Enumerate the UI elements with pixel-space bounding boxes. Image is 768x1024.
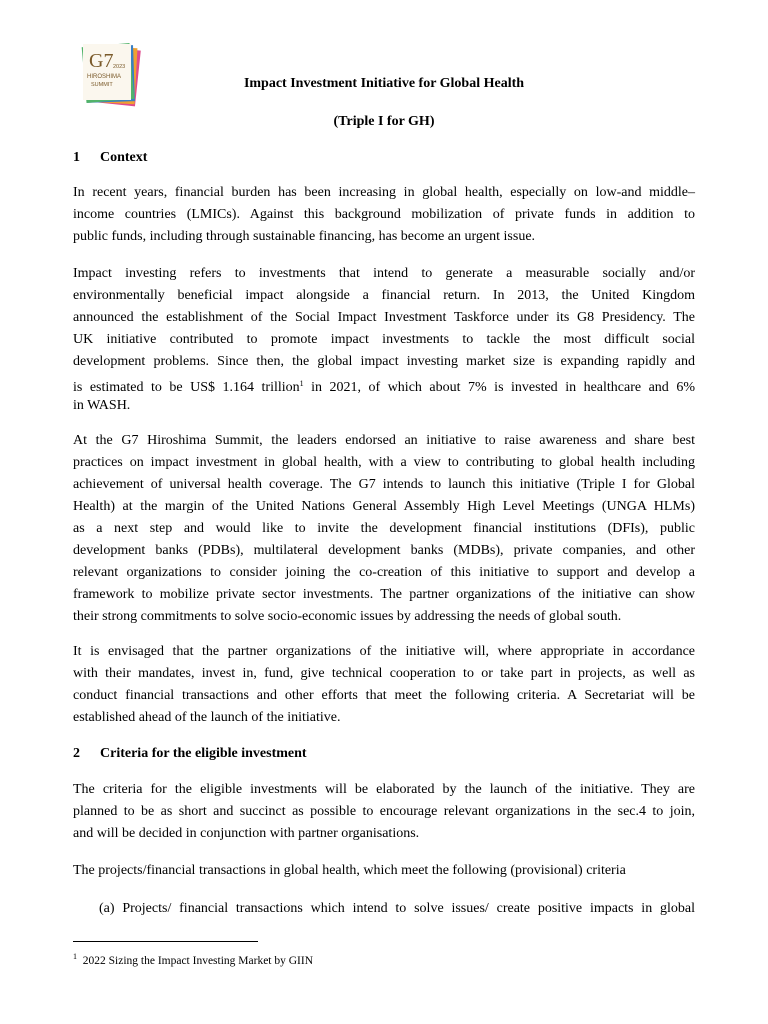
paragraph-2 <box>73 263 695 417</box>
paragraph-line: development problems. Since then, the global impact investing market size is expanding rapidly and <box>73 354 695 369</box>
paragraph-line: established ahead of the launch of the initiative. <box>73 710 341 725</box>
footnote <box>73 952 313 967</box>
paragraph-line: framework to mobilize private sector investments. The partner organizations of the initiative can show <box>73 587 695 602</box>
paragraph-3 <box>73 430 695 628</box>
logo-year-text: 2023 <box>113 64 126 70</box>
paragraph-line: The projects/financial transactions in global health, which meet the following (provisional) criteria <box>73 863 626 878</box>
paragraph-line: UK initiative contributed to promote impact investments to tackle the most difficult social <box>73 332 695 347</box>
paragraph-line: with their mandates, invest in, fund, give technical cooperation to or take part in projects, as well as <box>73 666 695 681</box>
paragraph-line: At the G7 Hiroshima Summit, the leaders endorsed an initiative to raise awareness and share best <box>73 433 695 448</box>
paragraph-line: In recent years, financial burden has been increasing in global health, especially on low-and middle– <box>73 185 695 200</box>
document-title: Impact Investment Initiative for Global Health <box>243 76 525 91</box>
paragraph-line: practices on impact investment in global health, with a view to contributing to global health including <box>73 455 695 470</box>
criteria-item-a <box>99 898 695 920</box>
section-number: 1 <box>73 150 80 165</box>
paragraph-5 <box>73 779 695 845</box>
paragraph-6 <box>73 860 695 882</box>
paragraph-line: and will be decided in conjunction with partner organisations. <box>73 826 420 841</box>
footnote-text: 2022 Sizing the Impact Investing Market by GIIN <box>82 955 314 967</box>
section-title: Context <box>100 150 148 165</box>
logo-event-text: SUMMIT <box>91 82 113 88</box>
paragraph-line: as a next step and would like to invite the development financial institutions (DFIs), public <box>73 521 695 536</box>
paragraph-4 <box>73 641 695 729</box>
paragraph-text: in 2021, of which about 7% is invested in healthcare and 6% <box>303 380 695 395</box>
paragraph-line: environmentally beneficial impact alongside a financial return. In 2013, the United Kingdom <box>73 288 695 303</box>
paragraph-line: development banks (PDBs), multilateral development banks (MDBs), private companies, and other <box>73 543 695 558</box>
footnote-divider <box>73 941 258 942</box>
section-1-heading <box>73 150 147 166</box>
g7-logo-icon <box>80 40 142 108</box>
logo-city-text: HIROSHIMA <box>87 74 122 80</box>
footnote-number: 1 <box>73 952 77 961</box>
paragraph-line: achievement of universal health coverage. The G7 intends to launch this initiative (Triple I for Global <box>73 477 695 492</box>
document-subtitle: (Triple I for GH) <box>333 114 435 129</box>
paragraph-line: Impact investing refers to investments that intend to generate a measurable socially and/or <box>73 266 695 281</box>
section-number: 2 <box>73 746 80 761</box>
paragraph-line: planned to be as short and succinct as possible to encourage relevant organizations in the sec.4 to join, <box>73 804 695 819</box>
paragraph-line: Health) at the margin of the United Nations General Assembly High Level Meetings (UNGA HLMs) <box>73 499 695 514</box>
paragraph-line: in WASH. <box>73 398 131 413</box>
paragraph-line: The criteria for the eligible investments will be elaborated by the launch of the initiative. They are <box>73 782 695 797</box>
section-title: Criteria for the eligible investment <box>100 746 307 761</box>
paragraph-line: announced the establishment of the Social Impact Investment Taskforce under its G8 Presidency. The <box>73 310 695 325</box>
section-2-heading <box>73 746 307 762</box>
logo-g7-text: G7 <box>89 50 114 72</box>
paragraph-line <box>73 373 695 395</box>
paragraph-line: their strong commitments to solve socio-economic issues by addressing the needs of global south. <box>73 609 622 624</box>
criteria-item-text: (a) Projects/ financial transactions which intend to solve issues/ create positive impacts in global <box>99 901 695 916</box>
paragraph-line: It is envisaged that the partner organizations of the initiative will, where appropriate in accordance <box>73 644 695 659</box>
footnote-marker: 1 <box>299 379 304 388</box>
g7-hiroshima-summit-logo <box>80 40 142 108</box>
paragraph-line: conduct financial transactions and other efforts that meet the following criteria. A Secretariat will be <box>73 688 695 703</box>
paragraph-line: public funds, including through sustainable financing, has become an urgent issue. <box>73 229 536 244</box>
paragraph-1 <box>73 182 695 248</box>
paragraph-line: income countries (LMICs). Against this background mobilization of private funds in addition to <box>73 207 695 222</box>
paragraph-line: relevant organizations to consider joining the co-creation of this initiative to support and develop a <box>73 565 695 580</box>
paragraph-text: is estimated to be US$ 1.164 trillion <box>73 380 300 395</box>
